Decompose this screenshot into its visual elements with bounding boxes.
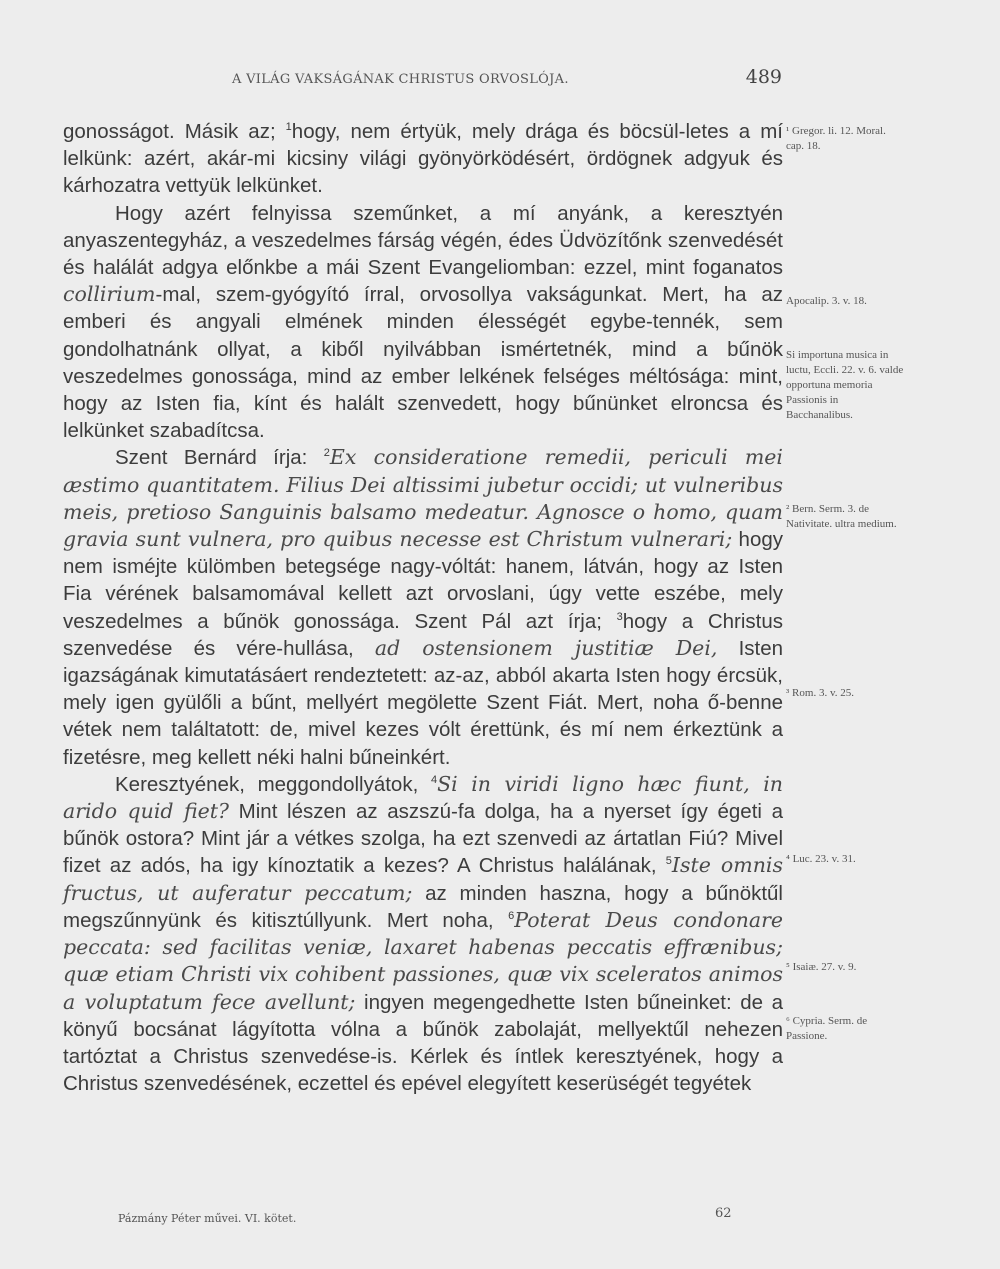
text-run: Mint lészen az aszszú-fa dolga, ha a nyerset így égeti a bűnök ostora? Mint jár a vétkes szolga, ha ezt szenvedi az ártatlan Fiú? Mivel fizet az adós, ha igy kínoztatik a kezes? A Christus halálának, — [63, 800, 784, 878]
page-number: 489 — [745, 66, 782, 88]
text-run: az minden haszna, hogy a bűnöktűl megszűnnyünk és kitisztúllyunk. Mert noha, — [63, 881, 783, 932]
paragraph-4 — [63, 771, 783, 1097]
text-run: hogy nem isméjte külömben betegsége nagy-vóltát: hanem, látván, hogy az Isten Fia vérének balsamomával kellett azt orvoslani, úgy vette eszébe, mely veszedelmes a bűnök gonossága. Szent Pál azt írja; — [63, 528, 783, 633]
margin-note-6: ⁴ Luc. 23. v. 31. — [786, 853, 856, 865]
margin-note-8: ⁶ Cypria. Serm. de Passione. — [786, 1015, 868, 1042]
footnote-marker: 1 — [285, 121, 292, 134]
footnote-marker: 3 — [616, 610, 623, 623]
text-run: gonosságot. Másik az; — [63, 120, 286, 143]
latin-quotation: collirium — [63, 282, 156, 307]
text-run: Hogy azért felnyissa szeműnket, a mí anyánk, a keresztyén anyaszentegyház, a veszedelmes fárság végén, édes Üdvözítőnk szenvedését és halálát adgya előnkbe a mái Szent Evangeliomban: ezzel, mint foganatos — [63, 201, 783, 280]
footnote-marker: 2 — [323, 447, 330, 460]
margin-note-5: ³ Rom. 3. v. 25. — [786, 687, 854, 699]
latin-quotation: Ex consideratione remedii, periculi mei æstimo quantitatem. Filius Dei altissimi jubetur occidi; ut vulneribus meis, pretioso Sanguinis balsamo medeatur. Agnosce o homo, quam gravia sunt vulnera, pro quibus necesse est Christum vulnerari; — [63, 445, 783, 552]
running-head: A VILÁG VAKSÁGÁNAK CHRISTUS ORVOSLÓJA. — [232, 72, 569, 87]
paragraph-3 — [63, 444, 783, 770]
footnote-marker: 5 — [665, 855, 672, 868]
text-run: hogy, nem értyük, mely drága és böcsül-letes a mí lelkünk: azért, akár-mi kicsiny világi gyönyörködésért, ördögnek adgyuk és kárhozatra vettyük lelkünket. — [63, 120, 783, 198]
text-run: ingyen megengedhette Isten bűneinket: de a könyű bocsánat lágyította vólna a bűnök zabolaját, mellyektűl nehezen tartóztat a Christus szenvedése-is. Kérlek és íntlek keresztyének, hogy a Christus szenvedésének, eczettel és epével elegyített keserüségét tegyétek — [63, 990, 783, 1096]
text-run: Keresztyének, meggondollyátok, — [115, 772, 431, 796]
text-run: Isten igazságának kimutatásáert rendeztetett: az-az, abból akarta Isten hogy ércsük, mely igen gyülőli a bűnt, mellyért megölette Szent Fiát. Mert, noha ő-benne vétek nem találtatott: de, mivel kezes vólt érettünk, és mí nem érkeztünk a fizetésre, meg kellett néki halni bűneinkért. — [63, 636, 784, 769]
margin-note-1: ¹ Gregor. li. 12. Moral. cap. 18. — [786, 125, 886, 152]
text-run: hogy a Christus szenvedése és vére-hullása, — [63, 609, 783, 660]
footer-signature: 62 — [715, 1206, 732, 1221]
footnote-marker: 6 — [508, 910, 515, 923]
latin-quotation: Si in viridi ligno hæc fiunt, in arido quid fiet? — [63, 771, 783, 824]
margin-note-3: Si importuna musica in luctu, Eccli. 22. v. 6. valde opportuna memoria Passionis in Bacchanalibus. — [786, 349, 904, 421]
text-run: Szent Bernárd írja: — [115, 446, 324, 470]
paragraph-2 — [63, 200, 783, 445]
latin-quotation: Iste omnis fructus, ut auferatur peccatum; — [63, 853, 783, 905]
margin-note-4: ² Bern. Serm. 3. de Nativitate. ultra medium. — [786, 503, 897, 530]
paragraph-1 — [63, 118, 783, 200]
margin-note-2: Apocalip. 3. v. 18. — [786, 295, 867, 307]
footnote-marker: 4 — [430, 774, 438, 787]
latin-quotation: Poterat Deus condonare peccata: sed facilitas veniæ, laxaret habenas peccatis effrænibus; quæ etiam Christi vix cohibent passiones, quæ vix sceleratos animos a voluptatum fece avellunt; — [63, 907, 783, 1014]
body-text — [63, 118, 783, 1097]
latin-quotation: ad ostensionem justitiæ Dei, — [374, 635, 718, 660]
footer-publication: Pázmány Péter művei. VI. kötet. — [118, 1212, 297, 1225]
text-run: -mal, szem-gyógyító írral, orvosollya vakságunkat. Mert, ha az emberi és angyali elmének minden élességét egybe-tennék, sem gondolhatnánk ollyat, a kiből nyilvábban ismértetnék, mind a bűnök veszedelmes gonossága, mind az ember lelkének felséges méltósága: mint, hogy az Isten fia, kínt és halált szenvedett, hogy bűnünket elroncsa és lelkünket szabadítcsa. — [63, 283, 783, 443]
margin-note-7: ⁵ Isaiæ. 27. v. 9. — [786, 961, 857, 973]
